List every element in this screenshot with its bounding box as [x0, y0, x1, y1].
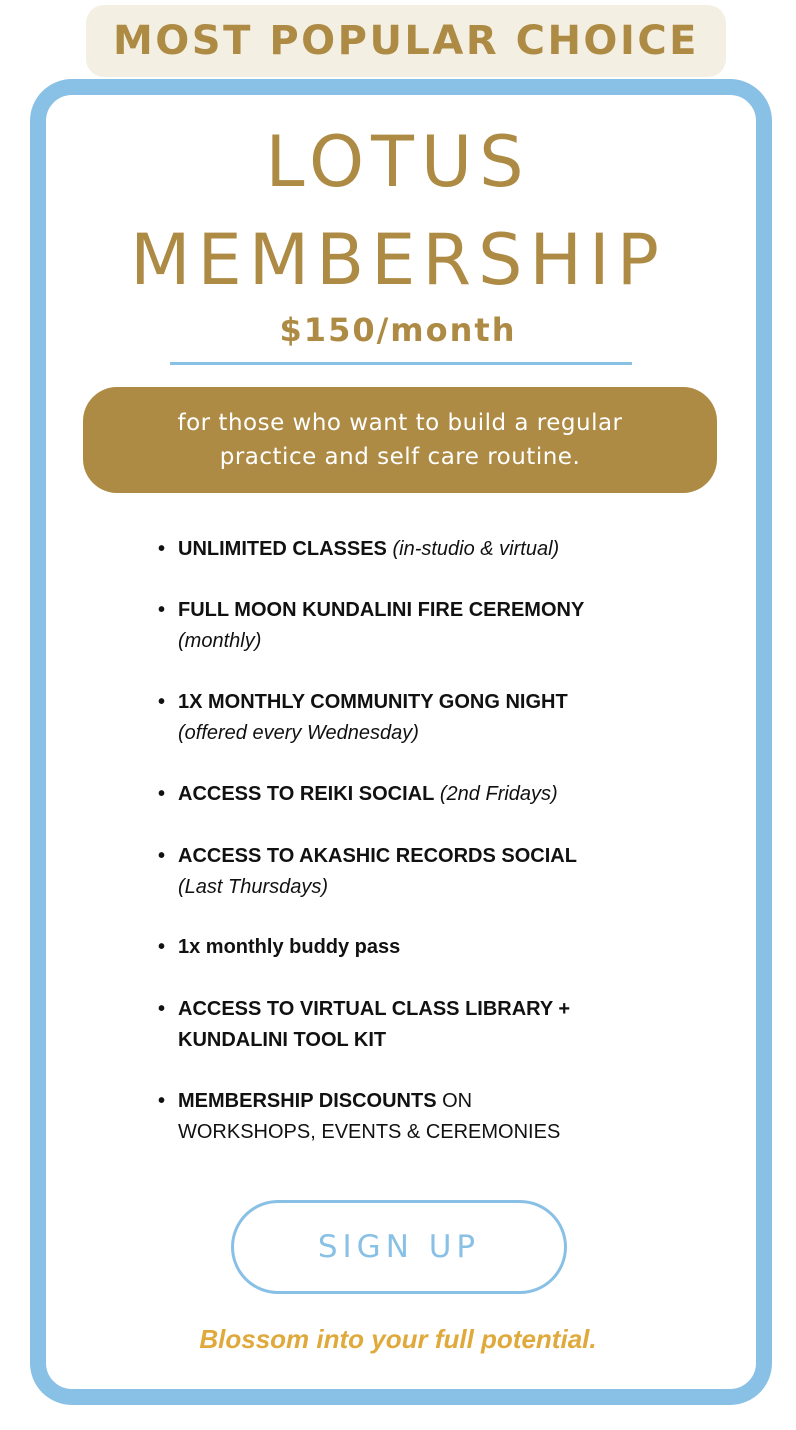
bullet-icon: •	[158, 998, 166, 1020]
feature-title: ACCESS TO AKASHIC RECORDS SOCIAL	[178, 845, 577, 867]
bullet-icon: •	[158, 1090, 166, 1112]
bullet-icon: •	[158, 936, 166, 958]
feature-title: 1X MONTHLY COMMUNITY GONG NIGHT	[178, 691, 568, 713]
footer-slogan: Blossom into your full potential.	[199, 1324, 597, 1354]
tagline-line1: for those who want to build a regular	[177, 410, 623, 436]
plan-title-line1: LOTUS	[265, 121, 531, 203]
feature-title: 1x monthly buddy pass	[178, 936, 401, 958]
feature-note: (2nd Fridays)	[439, 783, 558, 805]
feature-title-cont: KUNDALINI TOOL KIT	[178, 1029, 387, 1051]
feature-item	[158, 779, 698, 810]
bullet-icon: •	[158, 538, 166, 560]
feature-title: UNLIMITED CLASSES	[178, 538, 387, 560]
feature-item	[158, 841, 698, 903]
bullet-icon: •	[158, 783, 166, 805]
feature-title: ACCESS TO VIRTUAL CLASS LIBRARY +	[178, 998, 571, 1020]
feature-note: (offered every Wednesday)	[178, 722, 419, 744]
plan-price: $150/month	[279, 311, 517, 349]
tagline-line2: practice and self care routine.	[219, 444, 581, 470]
feature-title: FULL MOON KUNDALINI FIRE CEREMONY	[178, 599, 585, 621]
feature-note: (in-studio & virtual)	[392, 538, 560, 560]
feature-item	[158, 994, 698, 1056]
plan-title-line2: MEMBERSHIP	[130, 219, 666, 301]
feature-note: (Last Thursdays)	[178, 876, 329, 898]
most-popular-badge	[86, 5, 726, 77]
price-divider	[170, 362, 632, 365]
badge-label: MOST POPULAR CHOICE	[112, 18, 699, 64]
feature-item	[158, 1086, 698, 1148]
feature-note: (monthly)	[178, 630, 262, 652]
feature-item	[158, 687, 698, 749]
feature-note-cont: WORKSHOPS, EVENTS & CEREMONIES	[178, 1121, 561, 1143]
feature-item	[158, 595, 698, 657]
feature-item	[158, 534, 698, 565]
feature-item	[158, 932, 698, 963]
bullet-icon: •	[158, 599, 166, 621]
feature-note: ON	[442, 1090, 473, 1112]
bullet-icon: •	[158, 845, 166, 867]
feature-title: MEMBERSHIP DISCOUNTS	[178, 1090, 437, 1112]
sign-up-button[interactable]: SIGN UP	[231, 1200, 567, 1294]
feature-title: ACCESS TO REIKI SOCIAL	[178, 783, 435, 805]
plan-tagline	[83, 387, 717, 493]
bullet-icon: •	[158, 691, 166, 713]
